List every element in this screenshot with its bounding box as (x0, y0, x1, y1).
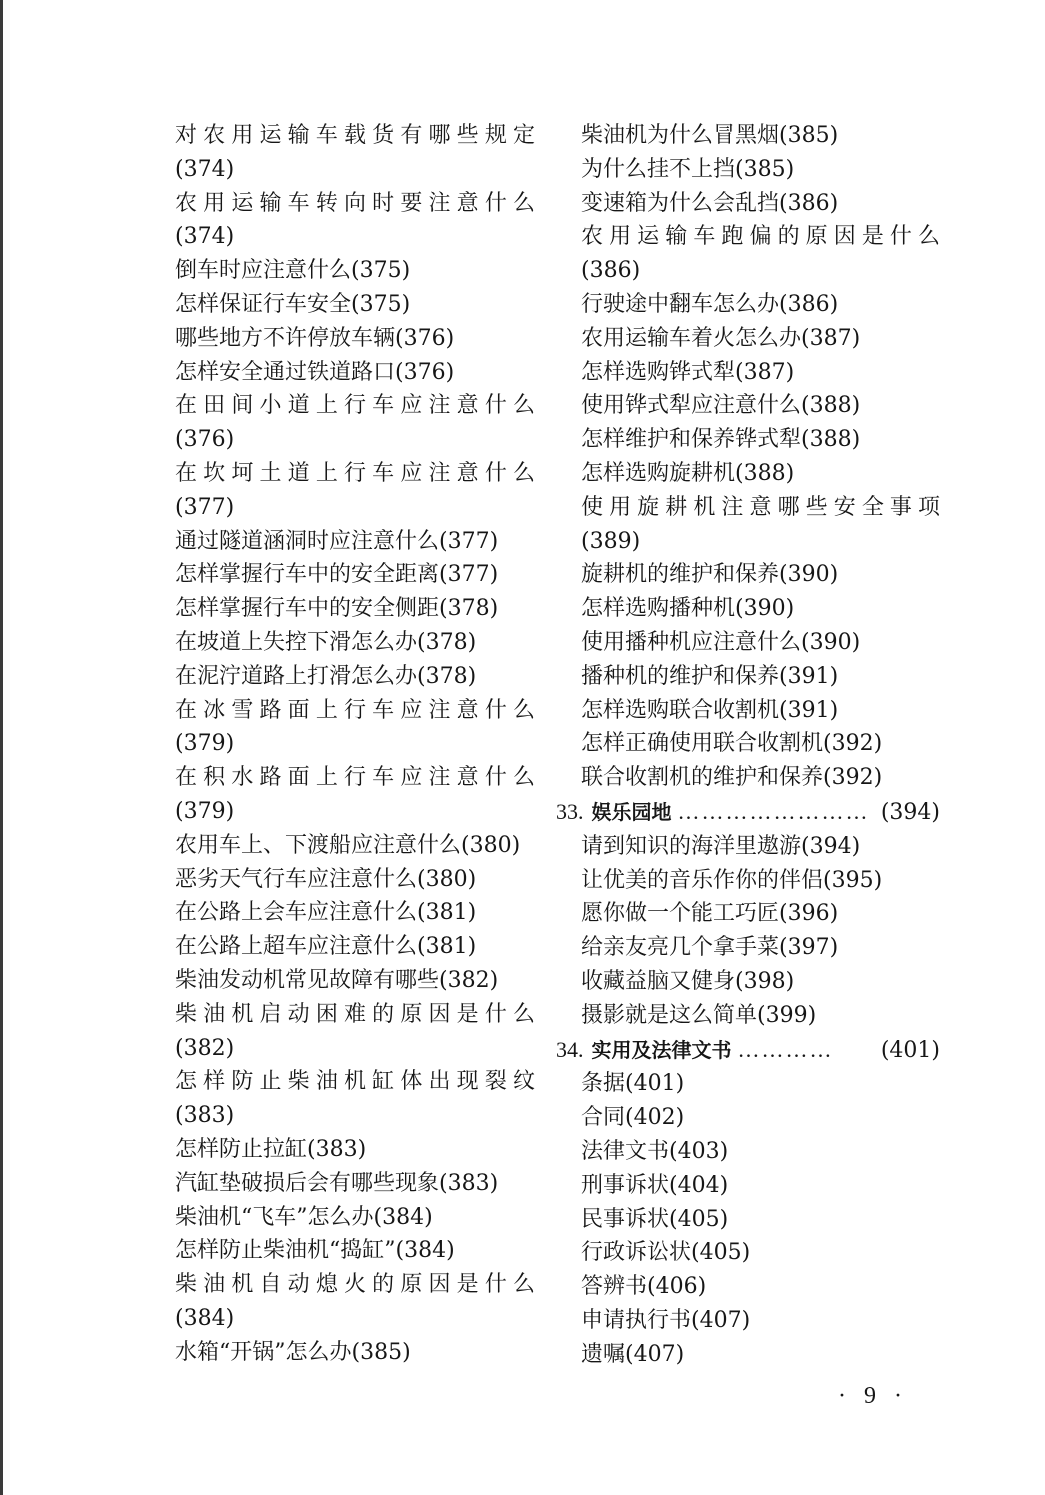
toc-entry (556, 1338, 940, 1372)
toc-entry (556, 1270, 940, 1304)
toc-entry-title: 在坎坷土道上行车应注意什么 (175, 460, 535, 486)
toc-entry-title: 恶劣天气行车应注意什么 (175, 866, 418, 892)
toc-section-heading (556, 1033, 940, 1068)
toc-entry (556, 727, 940, 761)
toc-entry (556, 119, 940, 153)
toc-entry-title: 行驶途中翻车怎么办 (581, 291, 780, 317)
toc-entry (556, 965, 940, 999)
toc-section-heading (556, 795, 940, 830)
toc-entry-page: (397) (779, 935, 839, 961)
toc-entry (556, 660, 940, 694)
toc-entry (175, 626, 535, 660)
toc-entry-page: (401) (625, 1071, 685, 1097)
section-number: 34. (556, 1036, 584, 1062)
toc-entry-title: 水箱“开锅”怎么办 (175, 1339, 352, 1365)
toc-entry (175, 1234, 535, 1268)
toc-entry-page: (391) (779, 663, 839, 689)
toc-entry-title: 答辨书 (581, 1274, 648, 1300)
toc-entry (175, 1268, 535, 1336)
toc-entry-title: 使用播种机应注意什么 (581, 629, 802, 655)
toc-entry-title: 柴油发动机常见故障有哪些 (175, 967, 440, 993)
toc-entry-title: 行政诉讼状 (581, 1240, 692, 1266)
toc-entry-title: 请到知识的海洋里遨游 (581, 833, 802, 859)
toc-entry-page: (382) (439, 967, 499, 993)
toc-entry-title: 联合收割机的维护和保养 (581, 765, 824, 791)
toc-entry-title: 在冰雪路面上行车应注意什么 (175, 697, 535, 723)
toc-entry-title: 柴油机为什么冒黑烟 (581, 123, 780, 148)
toc-entry-title: 怎样安全通过铁道路口 (175, 359, 396, 385)
toc-entry-title: 怎样维护和保养铧式犁 (581, 427, 802, 453)
toc-entry-title: 愿你做一个能工巧匠 (581, 901, 780, 927)
section-page: (394) (880, 799, 940, 825)
toc-entry-page: (383) (175, 1103, 235, 1129)
toc-entry (175, 119, 535, 187)
toc-entry-title: 怎样选购播种机 (581, 596, 736, 622)
toc-entry-title: 旋耕机的维护和保养 (581, 562, 780, 588)
toc-entry-title: 摄影就是这么简单 (581, 1002, 758, 1028)
toc-entry-title: 播种机的维护和保养 (581, 663, 780, 689)
toc-entry-page: (392) (823, 765, 883, 791)
toc-entry-page: (380) (461, 832, 521, 858)
toc-entry (556, 389, 940, 423)
toc-entry-page: (390) (735, 596, 795, 622)
toc-entry-title: 怎样掌握行车中的安全距离 (175, 562, 440, 588)
toc-entry-page: (392) (823, 731, 883, 757)
toc-entry-page: (376) (395, 359, 455, 385)
toc-entry-title: 让优美的音乐作你的伴侣 (581, 867, 824, 893)
toc-entry (175, 896, 535, 930)
toc-entry-title: 在泥泞道路上打滑怎么办 (175, 663, 418, 689)
toc-entry-title: 在积水路面上行车应注意什么 (175, 765, 535, 791)
toc-entry-title: 刑事诉状 (581, 1172, 670, 1198)
toc-entry-page: (383) (307, 1136, 367, 1162)
toc-entry-page: (406) (647, 1274, 707, 1300)
toc-entry-page: (377) (175, 494, 235, 520)
toc-entry-title: 在公路上超车应注意什么 (175, 934, 418, 960)
toc-right-column (556, 119, 940, 1371)
toc-entry-page: (395) (823, 867, 883, 893)
toc-entry-title: 柴油机启动困难的原因是什么 (175, 1001, 535, 1027)
toc-entry-page: (398) (735, 968, 795, 994)
toc-entry-title: 农用车上、下渡船应注意什么 (175, 832, 462, 858)
toc-entry-page: (407) (625, 1341, 685, 1367)
toc-entry-page: (382) (175, 1035, 235, 1061)
page-number: · 9 · (838, 1383, 908, 1409)
toc-entry-page: (385) (779, 123, 839, 148)
toc-entry-page: (386) (581, 258, 641, 284)
section-title: 实用及法律文书 (591, 1037, 732, 1062)
toc-entry (175, 930, 535, 964)
toc-entry-title: 怎样保证行车安全 (175, 291, 352, 317)
toc-entry-page: (377) (439, 528, 499, 554)
toc-entry-page: (394) (801, 833, 861, 859)
section-number: 33. (556, 798, 584, 824)
toc-entry (556, 864, 940, 898)
toc-entry-title: 怎样防止拉缸 (175, 1136, 308, 1162)
toc-entry-page: (381) (417, 934, 477, 960)
toc-entry-page: (399) (757, 1002, 817, 1028)
toc-entry (556, 592, 940, 626)
toc-entry (556, 558, 940, 592)
toc-entry-title: 农用运输车转向时要注意什么 (175, 190, 535, 216)
toc-entry-title: 怎样防止柴油机“捣缸” (175, 1238, 396, 1264)
toc-entry (556, 187, 940, 221)
toc-entry (175, 863, 535, 897)
toc-entry-page: (381) (417, 900, 477, 926)
toc-entry-page: (377) (439, 562, 499, 588)
toc-entry (175, 254, 535, 288)
toc-entry (556, 1304, 940, 1338)
toc-entry (175, 525, 535, 559)
toc-entry (556, 491, 940, 559)
toc-entry-page: (375) (351, 258, 411, 284)
toc-entry (556, 356, 940, 390)
toc-entry-title: 遗嘱 (581, 1341, 626, 1367)
toc-entry (175, 558, 535, 592)
toc-entry (175, 1065, 535, 1133)
toc-entry-page: (404) (669, 1172, 729, 1198)
dot-leader: ………… (737, 1036, 834, 1062)
toc-entry-page: (386) (779, 190, 839, 216)
toc-entry-title: 使用旋耕机注意哪些安全事项 (581, 494, 940, 520)
toc-entry (175, 457, 535, 525)
toc-entry (556, 1135, 940, 1169)
toc-entry-title: 使用铧式犁应注意什么 (581, 393, 802, 419)
toc-entry-page: (383) (439, 1170, 499, 1196)
toc-entry-page: (403) (669, 1138, 729, 1164)
toc-entry (175, 829, 535, 863)
toc-entry-title: 为什么挂不上挡 (581, 156, 736, 182)
toc-entry (175, 389, 535, 457)
toc-entry (175, 694, 535, 762)
toc-entry (556, 830, 940, 864)
toc-entry (175, 1133, 535, 1167)
toc-entry (175, 1167, 535, 1201)
toc-entry-page: (385) (735, 156, 795, 182)
dot-leader: …………………… (677, 798, 870, 824)
toc-entry-page: (384) (373, 1204, 433, 1230)
toc-entry-title: 农用运输车跑偏的原因是什么 (581, 224, 940, 250)
toc-entry-page: (376) (175, 427, 235, 453)
toc-entry-page: (388) (801, 393, 861, 419)
toc-entry (556, 694, 940, 728)
page-binding-edge (0, 0, 3, 1495)
toc-entry-page: (385) (351, 1339, 411, 1365)
toc-entry-page: (388) (735, 460, 795, 486)
toc-entry (175, 1201, 535, 1235)
toc-entry-title: 怎样正确使用联合收割机 (581, 731, 824, 757)
toc-entry-title: 通过隧道涵洞时应注意什么 (175, 528, 440, 554)
toc-entry (175, 592, 535, 626)
toc-entry (556, 1169, 940, 1203)
toc-entry-title: 收藏益脑又健身 (581, 968, 736, 994)
toc-entry (175, 1336, 535, 1370)
toc-entry-title: 倒车时应注意什么 (175, 258, 352, 284)
toc-entry-page: (396) (779, 901, 839, 927)
toc-entry-title: 怎样选购铧式犁 (581, 359, 736, 385)
toc-entry-title: 在田间小道上行车应注意什么 (175, 393, 535, 419)
toc-entry (556, 626, 940, 660)
toc-entry-title: 柴油机“飞车”怎么办 (175, 1204, 374, 1230)
toc-entry-page: (405) (669, 1206, 729, 1232)
toc-entry-title: 在公路上会车应注意什么 (175, 900, 418, 926)
toc-entry (175, 356, 535, 390)
toc-entry-title: 对农用运输车载货有哪些规定 (175, 123, 535, 148)
toc-entry (556, 288, 940, 322)
section-page: (401) (880, 1037, 940, 1063)
toc-entry (556, 999, 940, 1033)
toc-entry-page: (374) (175, 156, 235, 182)
toc-entry-title: 在坡道上失控下滑怎么办 (175, 629, 418, 655)
toc-entry-title: 柴油机自动熄火的原因是什么 (175, 1272, 535, 1298)
toc-entry (175, 288, 535, 322)
toc-entry (556, 220, 940, 288)
toc-entry (175, 322, 535, 356)
toc-entry-title: 民事诉状 (581, 1206, 670, 1232)
toc-entry (556, 761, 940, 795)
toc-entry (556, 457, 940, 491)
toc-entry (556, 1236, 940, 1270)
toc-entry-page: (387) (801, 325, 861, 351)
toc-entry (175, 660, 535, 694)
toc-entry-page: (390) (779, 562, 839, 588)
toc-entry-page: (402) (625, 1105, 685, 1131)
toc-entry (175, 187, 535, 255)
toc-entry-title: 怎样防止柴油机缸体出现裂纹 (175, 1069, 535, 1095)
toc-entry-title: 条据 (581, 1071, 626, 1097)
toc-entry (175, 761, 535, 829)
toc-entry (556, 1101, 940, 1135)
toc-entry-page: (407) (691, 1307, 751, 1333)
section-title: 娱乐园地 (591, 799, 672, 824)
toc-entry-page: (389) (581, 528, 641, 554)
toc-entry (556, 153, 940, 187)
toc-entry-title: 哪些地方不许停放车辆 (175, 325, 396, 351)
toc-entry-title: 申请执行书 (581, 1307, 692, 1333)
toc-entry-page: (380) (417, 866, 477, 892)
toc-entry-page: (379) (175, 798, 235, 824)
toc-entry-page: (378) (417, 663, 477, 689)
toc-entry-page: (391) (779, 697, 839, 723)
toc-entry-page: (390) (801, 629, 861, 655)
toc-entry-page: (379) (175, 731, 235, 757)
toc-entry (556, 897, 940, 931)
toc-entry-page: (376) (395, 325, 455, 351)
toc-entry-page: (375) (351, 291, 411, 317)
toc-entry (175, 964, 535, 998)
toc-entry (556, 1067, 940, 1101)
toc-entry-page: (374) (175, 224, 235, 250)
toc-entry-page: (384) (175, 1305, 235, 1331)
toc-entry-title: 变速箱为什么会乱挡 (581, 190, 780, 216)
toc-entry-page: (378) (417, 629, 477, 655)
toc-entry-page: (386) (779, 291, 839, 317)
toc-entry-title: 汽缸垫破损后会有哪些现象 (175, 1170, 440, 1196)
toc-left-column (175, 119, 535, 1369)
toc-entry-title: 合同 (581, 1105, 626, 1131)
toc-entry (175, 998, 535, 1066)
toc-entry-title: 怎样选购联合收割机 (581, 697, 780, 723)
toc-entry (556, 931, 940, 965)
toc-entry-page: (384) (395, 1238, 455, 1264)
toc-entry-page: (388) (801, 427, 861, 453)
toc-entry (556, 423, 940, 457)
toc-entry-title: 给亲友亮几个拿手菜 (581, 935, 780, 961)
toc-entry-page: (378) (439, 596, 499, 622)
toc-entry-page: (387) (735, 359, 795, 385)
toc-entry (556, 1203, 940, 1237)
toc-entry-title: 怎样选购旋耕机 (581, 460, 736, 486)
toc-entry-title: 法律文书 (581, 1138, 670, 1164)
toc-entry-title: 农用运输车着火怎么办 (581, 325, 802, 351)
toc-entry-page: (405) (691, 1240, 751, 1266)
toc-entry (556, 322, 940, 356)
toc-entry-title: 怎样掌握行车中的安全侧距 (175, 596, 440, 622)
